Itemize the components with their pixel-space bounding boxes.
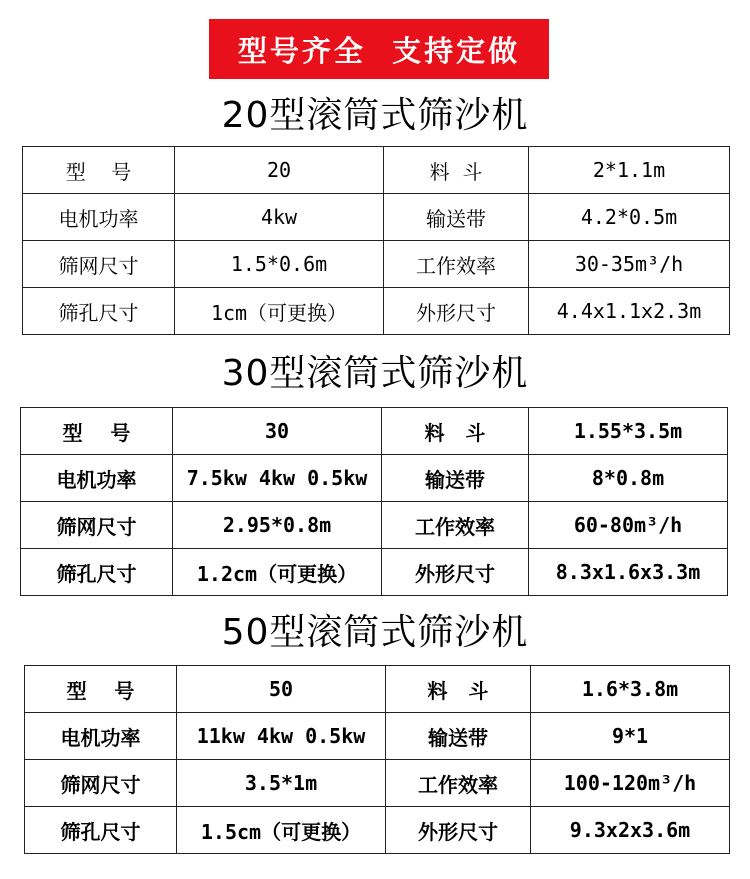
label-efficiency: 工作效率 [382, 502, 529, 549]
label-hole-size: 筛孔尺寸 [23, 288, 175, 335]
label-dimensions: 外形尺寸 [382, 549, 529, 596]
table-row [23, 194, 730, 241]
label-model: 型 号 [21, 408, 173, 455]
label-screen-size: 筛网尺寸 [21, 502, 173, 549]
label-model: 型 号 [25, 666, 177, 713]
table-row [23, 147, 730, 194]
table-row [25, 760, 730, 807]
value-model: 30 [173, 408, 382, 455]
label-dimensions: 外形尺寸 [386, 807, 531, 854]
value-conveyor: 9*1 [531, 713, 730, 760]
value-efficiency: 30-35m³/h [529, 241, 730, 288]
label-conveyor: 输送带 [384, 194, 529, 241]
section-title-20: 20型滚筒式筛沙机 [221, 95, 529, 136]
label-motor-power: 电机功率 [23, 194, 175, 241]
label-conveyor: 输送带 [386, 713, 531, 760]
table-row [21, 549, 728, 596]
spec-table-20 [22, 146, 730, 335]
section-title-30: 30型滚筒式筛沙机 [221, 353, 529, 394]
label-hopper: 料 斗 [382, 408, 529, 455]
value-conveyor: 4.2*0.5m [529, 194, 730, 241]
table-row [25, 807, 730, 854]
value-screen-size: 2.95*0.8m [173, 502, 382, 549]
value-hopper: 1.55*3.5m [529, 408, 728, 455]
label-hopper: 料 斗 [386, 666, 531, 713]
label-motor-power: 电机功率 [25, 713, 177, 760]
value-model: 20 [175, 147, 384, 194]
value-model: 50 [177, 666, 386, 713]
label-conveyor: 输送带 [382, 455, 529, 502]
value-motor-power: 4kw [175, 194, 384, 241]
table-row [23, 241, 730, 288]
value-dimensions: 9.3x2x3.6m [531, 807, 730, 854]
value-hole-size: 1.2cm（可更换） [173, 549, 382, 596]
value-hopper: 1.6*3.8m [531, 666, 730, 713]
label-hole-size: 筛孔尺寸 [25, 807, 177, 854]
label-dimensions: 外形尺寸 [384, 288, 529, 335]
label-model: 型 号 [23, 147, 175, 194]
table-row [21, 455, 728, 502]
value-efficiency: 60-80m³/h [529, 502, 728, 549]
table-row [25, 666, 730, 713]
table-row [21, 408, 728, 455]
value-conveyor: 8*0.8m [529, 455, 728, 502]
label-hole-size: 筛孔尺寸 [21, 549, 173, 596]
value-hole-size: 1cm（可更换） [175, 288, 384, 335]
label-efficiency: 工作效率 [386, 760, 531, 807]
section-title-50: 50型滚筒式筛沙机 [221, 612, 529, 653]
label-efficiency: 工作效率 [384, 241, 529, 288]
value-hopper: 2*1.1m [529, 147, 730, 194]
promo-banner: 型号齐全 支持定做 [209, 19, 549, 79]
value-hole-size: 1.5cm（可更换） [177, 807, 386, 854]
value-motor-power: 11kw 4kw 0.5kw [177, 713, 386, 760]
table-row [23, 288, 730, 335]
value-efficiency: 100-120m³/h [531, 760, 730, 807]
value-screen-size: 3.5*1m [177, 760, 386, 807]
spec-table-50 [24, 665, 730, 854]
table-row [21, 502, 728, 549]
value-screen-size: 1.5*0.6m [175, 241, 384, 288]
spec-table-30 [20, 407, 728, 596]
label-motor-power: 电机功率 [21, 455, 173, 502]
value-dimensions: 4.4x1.1x2.3m [529, 288, 730, 335]
table-row [25, 713, 730, 760]
label-screen-size: 筛网尺寸 [23, 241, 175, 288]
label-screen-size: 筛网尺寸 [25, 760, 177, 807]
value-motor-power: 7.5kw 4kw 0.5kw [173, 455, 382, 502]
value-dimensions: 8.3x1.6x3.3m [529, 549, 728, 596]
label-hopper: 料 斗 [384, 147, 529, 194]
